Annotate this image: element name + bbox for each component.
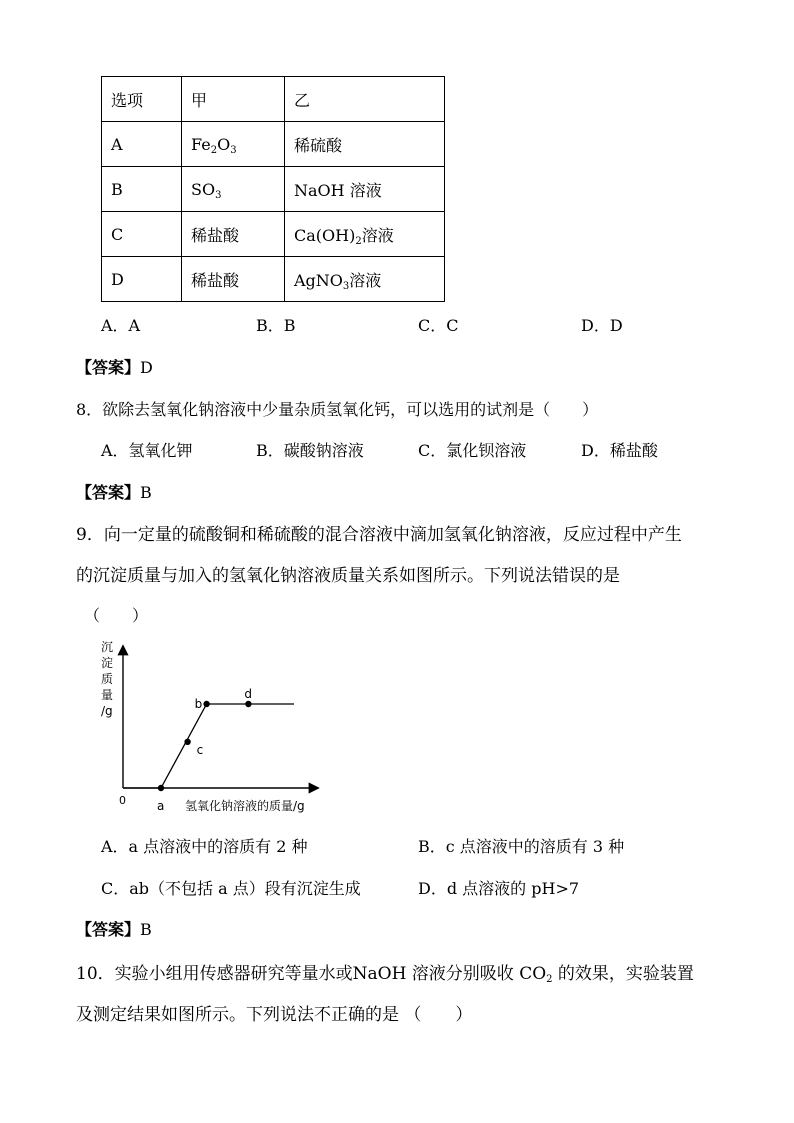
- point-b: [203, 701, 209, 707]
- point-label-c: c: [196, 742, 204, 757]
- y-axis-label-char: 质: [101, 672, 114, 686]
- table-cell-jia: $SO_3$: [182, 167, 285, 212]
- point-label-d: d: [244, 687, 253, 701]
- origin-label: 0: [119, 794, 126, 807]
- table-header-cell: 甲: [182, 77, 285, 122]
- q8-choice-c: C．氯化钡溶液: [418, 441, 527, 460]
- table-header-cell: 选项: [102, 77, 182, 122]
- precipitate-mass-graph: [95, 635, 345, 820]
- table-cell-option: C: [102, 212, 182, 257]
- answer-value: B: [140, 483, 152, 502]
- q9-choice-d: D．d 点溶液的 pH>7: [418, 879, 580, 898]
- q10-stem-line1: 10．实验小组用传感器研究等量水或NaOH 溶液分别吸收 $CO_2$ 的效果，实验装置: [76, 964, 694, 985]
- q8-choice-b: B．碳酸钠溶液: [256, 441, 364, 460]
- table-cell-option: A: [102, 122, 182, 167]
- x-axis-label: 氢氧化钠溶液的质量/g: [185, 799, 305, 813]
- q7-choice-b: B．B: [256, 316, 296, 335]
- q8-choice-a: A．氢氧化钾: [101, 441, 193, 460]
- point-d: [245, 701, 251, 707]
- table-cell-jia: 稀盐酸: [182, 212, 285, 257]
- q9-answer: [76, 917, 152, 940]
- q7-choice-c: C．C: [418, 316, 459, 335]
- point-c: [184, 739, 190, 745]
- q8-stem: 8．欲除去氢氧化钠溶液中少量杂质氢氧化钙，可以选用的试剂是（ ）: [76, 400, 599, 419]
- q9-stem-line1: 9．向一定量的硫酸铜和稀硫酸的混合溶液中滴加氢氧化钠溶液，反应过程中产生: [76, 525, 682, 545]
- q9-stem-line2: 的沉淀质量与加入的氢氧化钠溶液质量关系如图所示。下列说法错误的是: [76, 566, 620, 586]
- precipitate-curve: [123, 704, 294, 788]
- q9-stem-line3: （ ）: [84, 606, 149, 625]
- answer-label: 【答案】: [76, 358, 141, 377]
- table-row: [102, 167, 445, 212]
- q9-choice-a: A．a 点溶液中的溶质有 2 种: [101, 837, 308, 856]
- q8-choice-d: D．稀盐酸: [581, 441, 658, 460]
- table-header-row: [102, 77, 445, 122]
- table-cell-yi: 稀硫酸: [285, 122, 445, 167]
- y-axis-label-char: 量: [101, 688, 114, 702]
- point-label-a: a: [157, 799, 165, 813]
- answer-label: 【答案】: [76, 920, 141, 939]
- q7-choice-d: D．D: [581, 316, 623, 335]
- answer-value: B: [140, 920, 152, 939]
- table-cell-yi: AgNO$_3$溶液: [285, 257, 445, 302]
- point-label-b: b: [194, 697, 203, 711]
- table-cell-option: B: [102, 167, 182, 212]
- y-axis-label-char: 淀: [101, 656, 114, 670]
- table-header-cell: 乙: [285, 77, 445, 122]
- table-cell-yi: NaOH 溶液: [285, 167, 445, 212]
- answer-label: 【答案】: [76, 483, 141, 502]
- table-row: [102, 212, 445, 257]
- q9-choice-b: B．c 点溶液中的溶质有 3 种: [418, 837, 625, 856]
- q10-stem-line2: 及测定结果如图所示。下列说法不正确的是 （ ）: [76, 1005, 473, 1025]
- point-a: [158, 785, 164, 791]
- table-cell-jia: $Fe_2O_3$: [182, 122, 285, 167]
- table-cell-jia: 稀盐酸: [182, 257, 285, 302]
- table-row: [102, 122, 445, 167]
- table-cell-yi: $Ca(OH)_2$溶液: [285, 212, 445, 257]
- data-points: [157, 687, 252, 813]
- q9-choice-c: C．ab（不包括 a 点）段有沉淀生成: [101, 879, 361, 898]
- q7-answer: [76, 355, 153, 378]
- y-axis-label-char: 沉: [101, 640, 114, 654]
- answer-value: D: [140, 358, 153, 377]
- y-axis-label-char: /g: [101, 704, 113, 718]
- q8-answer: [76, 480, 152, 503]
- q7-choice-a: A．A: [101, 316, 141, 335]
- options-table: [101, 76, 445, 302]
- table-row: [102, 257, 445, 302]
- table-cell-option: D: [102, 257, 182, 302]
